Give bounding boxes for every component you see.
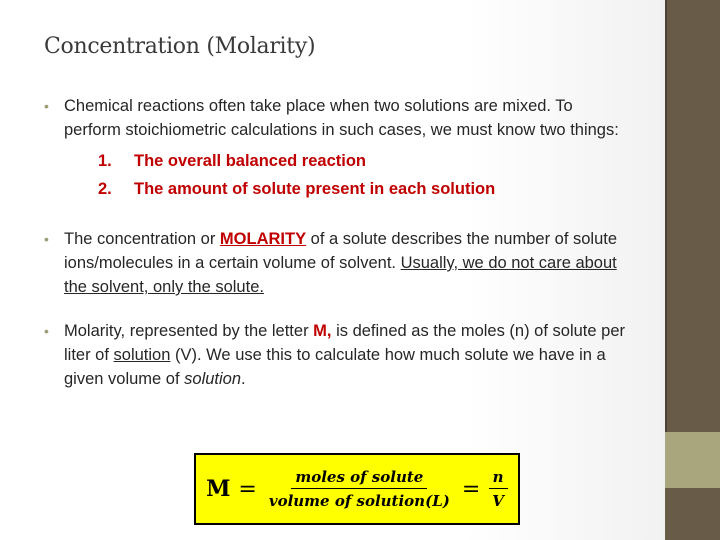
formula-fraction xyxy=(265,468,454,510)
molarity-term: MOLARITY xyxy=(219,230,307,248)
paragraph-2-underlined: Usually, we do not care about the solvent, only the solute. xyxy=(64,254,617,296)
side-rail-dark xyxy=(665,0,720,432)
formula-n-over-v xyxy=(488,468,508,510)
formula-denominator: volume of solution(L) xyxy=(268,492,450,510)
list-item xyxy=(64,175,634,203)
bullet-paragraph-1 xyxy=(44,94,634,203)
slide-title: Concentration (Molarity) xyxy=(44,34,316,59)
side-rail-accent xyxy=(665,432,720,488)
bullet-paragraph-3 xyxy=(44,319,634,391)
formula-v: V xyxy=(492,492,504,510)
bullet-paragraph-2 xyxy=(44,227,634,299)
molarity-symbol: M, xyxy=(313,322,332,340)
formula-numerator: moles of solute xyxy=(291,468,427,489)
list-item xyxy=(64,147,634,175)
solution-underlined: solution xyxy=(113,346,171,364)
list-item-text: The amount of solute present in each solution xyxy=(134,180,496,198)
slide-body xyxy=(44,94,634,391)
paragraph-2-text-b: of a solute describes the number of solute ions/molecules in a certain volume of solvent. xyxy=(64,230,618,272)
side-rail-bottom xyxy=(665,488,720,540)
list-item-number: 1. xyxy=(98,152,112,170)
molarity-formula-box xyxy=(194,453,520,525)
paragraph-1-text: Chemical reactions often take place when two solutions are mixed. To perform stoichiometric calculations in such cases, we must know two things: xyxy=(64,97,619,139)
bullet-icon: • xyxy=(44,323,49,339)
paragraph-3-text-d: . xyxy=(241,370,246,388)
formula-equals: = xyxy=(238,476,257,502)
formula-lhs: M xyxy=(206,476,231,502)
solution-italic: solution xyxy=(184,370,242,388)
paragraph-3-text-c: (V). We use this to calculate how much solute we have in a given volume of xyxy=(64,346,606,388)
paragraph-3-text-a: Molarity, represented by the letter xyxy=(64,322,314,340)
list-item-number: 2. xyxy=(98,180,112,198)
bullet-icon: • xyxy=(44,231,49,247)
formula-equals-2: = xyxy=(461,476,481,502)
bullet-icon: • xyxy=(44,98,49,114)
formula-n: n xyxy=(489,468,508,489)
paragraph-2-text-a: The concentration or xyxy=(64,230,220,248)
paragraph-3-text-b: is defined as the moles (n) of solute per liter of xyxy=(64,322,625,364)
numbered-list xyxy=(64,147,634,203)
list-item-text: The overall balanced reaction xyxy=(134,152,366,170)
